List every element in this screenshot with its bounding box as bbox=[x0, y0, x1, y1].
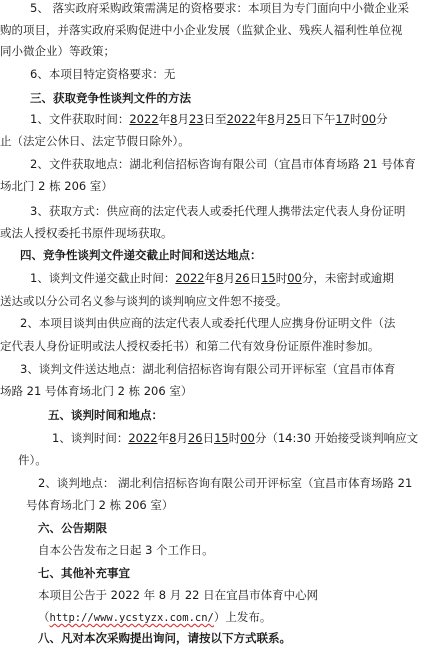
s4-item2-line1: 2、本项目谈判由供应商的法定代表人或委托代理人应携身份证明文件（法 bbox=[20, 316, 396, 330]
s5-time-text: 月 bbox=[176, 431, 188, 445]
s5-time-line2: 件）。 bbox=[18, 453, 47, 467]
s5-time-month: 8 bbox=[169, 431, 177, 445]
s4-deadline-label: 1、谈判文件递交截止时间： bbox=[30, 271, 176, 285]
s5-time-minute: 00 bbox=[240, 431, 255, 445]
s3-time-text: 年 bbox=[255, 112, 268, 126]
s7-paren-open: （ bbox=[38, 610, 50, 624]
p5-line3: 同小微企业）等政策； bbox=[0, 44, 115, 58]
s3-time-hour: 17 bbox=[335, 112, 350, 126]
s3-time-text: 日至 bbox=[203, 112, 227, 126]
s4-item3-line1: 3、谈判文件送达地点：湖北利信招标咨询有限公司开评标室（宜昌市体育 bbox=[20, 362, 396, 376]
s3-time-day1: 23 bbox=[188, 112, 204, 126]
s5-time-text: 日 bbox=[202, 431, 215, 445]
s3-time-line1 bbox=[30, 112, 388, 127]
s3-place-line2: 场北门 2 栋 206 室） bbox=[0, 179, 113, 193]
s3-place-line1: 2、文件获取地点：湖北利信招标咨询有限公司（宜昌市体育场路 21 号体育 bbox=[30, 157, 416, 171]
s4-deadline-month: 8 bbox=[216, 271, 224, 285]
s7-line1: 本项目公告于 2022 年 8 月 22 日在宜昌市体育中心网 bbox=[38, 588, 319, 602]
section-7-title: 七、其他补充事宜 bbox=[38, 566, 130, 580]
s3-time-text: 日下午 bbox=[300, 112, 336, 126]
s4-deadline-minute: 00 bbox=[287, 271, 302, 285]
s7-url-link[interactable]: http://www.ycstyzx.com.cn/ bbox=[49, 612, 214, 624]
section-8-title: 八、凡对本次采购提出询问，请按以下方式联系。 bbox=[38, 631, 291, 645]
s4-deadline-line2: 送达或以分公司名义参与谈判的谈判响应文件恕不接受。 bbox=[0, 294, 288, 308]
s3-time-text: 分 bbox=[376, 112, 388, 126]
s3-time-minute: 00 bbox=[361, 112, 377, 126]
s7-paren-close: ）上发布。 bbox=[213, 610, 272, 624]
s3-time-label: 1、文件获取时间： bbox=[30, 112, 130, 126]
p5-line2: 购的项目，并落实政府采购促进中小企业发展（监狱企业、残疾人福利性单位视 bbox=[0, 23, 403, 37]
s3-time-text: 时 bbox=[349, 112, 362, 126]
s5-time-day: 26 bbox=[187, 431, 203, 445]
section-5-title: 五、谈判时间和地点： bbox=[48, 408, 163, 422]
section-4-title: 四、竞争性谈判文件递交截止时间和送达地点： bbox=[20, 248, 262, 262]
s4-deadline-text: 分，未密封或逾期 bbox=[301, 271, 394, 285]
section-6-title: 六、公告期限 bbox=[38, 521, 107, 535]
s5-time-hour: 15 bbox=[214, 431, 229, 445]
s3-time-year1: 2022 bbox=[129, 112, 159, 126]
s3-time-day2: 25 bbox=[286, 112, 301, 126]
s4-deadline-text: 日 bbox=[249, 271, 262, 285]
s5-place-line2: 号体育场北门 2 栋 206 室） bbox=[26, 498, 174, 512]
s7-line2 bbox=[38, 610, 271, 626]
s3-time-text: 月 bbox=[177, 112, 189, 126]
s4-deadline-text: 月 bbox=[223, 271, 235, 285]
s4-deadline-day: 26 bbox=[234, 271, 250, 285]
s4-deadline-hour: 15 bbox=[261, 271, 276, 285]
s3-method-line1: 3、获取方式：供应商的法定代表人或委托代理人携带法定代表人身份证明 bbox=[30, 204, 406, 218]
p6-text: 6、本项目特定资格要求：无 bbox=[30, 67, 176, 81]
s5-place-line1: 2、谈判地点： 湖北利信招标咨询有限公司开评标室（宜昌市体育场路 21 bbox=[38, 476, 413, 490]
s3-time-year2: 2022 bbox=[226, 112, 256, 126]
s3-time-text: 月 bbox=[274, 112, 287, 126]
s4-deadline-year: 2022 bbox=[175, 271, 205, 285]
s6-text: 自本公告发布之日起 3 个工作日。 bbox=[38, 543, 214, 557]
s5-time-text: 分（14:30 开始接受谈判响应文 bbox=[254, 431, 419, 445]
s3-time-line2: 止（法定公休日、法定节假日除外）。 bbox=[0, 134, 190, 148]
s5-time-year: 2022 bbox=[128, 431, 158, 445]
s4-item3-line2: 场路 21 号体育场北门 2 栋 206 室） bbox=[0, 384, 193, 398]
s3-time-month2: 8 bbox=[267, 112, 275, 126]
p5-line1: 5、 落实政府采购政策需满足的资格要求：本项目为专门面向中小微企业采 bbox=[30, 1, 409, 15]
s3-method-line2: 或法人授权委托书原件现场获取。 bbox=[0, 226, 173, 240]
s5-time-text: 时 bbox=[228, 431, 241, 445]
s4-deadline-text: 年 bbox=[204, 271, 217, 285]
s5-time-line1 bbox=[52, 431, 418, 446]
s5-time-text: 年 bbox=[157, 431, 170, 445]
s3-time-text: 年 bbox=[158, 112, 171, 126]
s3-time-month1: 8 bbox=[170, 112, 178, 126]
s5-time-label: 1、谈判时间： bbox=[52, 431, 129, 445]
s4-deadline-line1 bbox=[30, 271, 394, 286]
section-3-title: 三、获取竞争性谈判文件的方法 bbox=[30, 91, 191, 105]
s4-item2-line2: 定代表人身份证明或法人授权委托书）和第二代有效身份证原件准时参加。 bbox=[0, 339, 380, 353]
s4-deadline-text: 时 bbox=[275, 271, 288, 285]
